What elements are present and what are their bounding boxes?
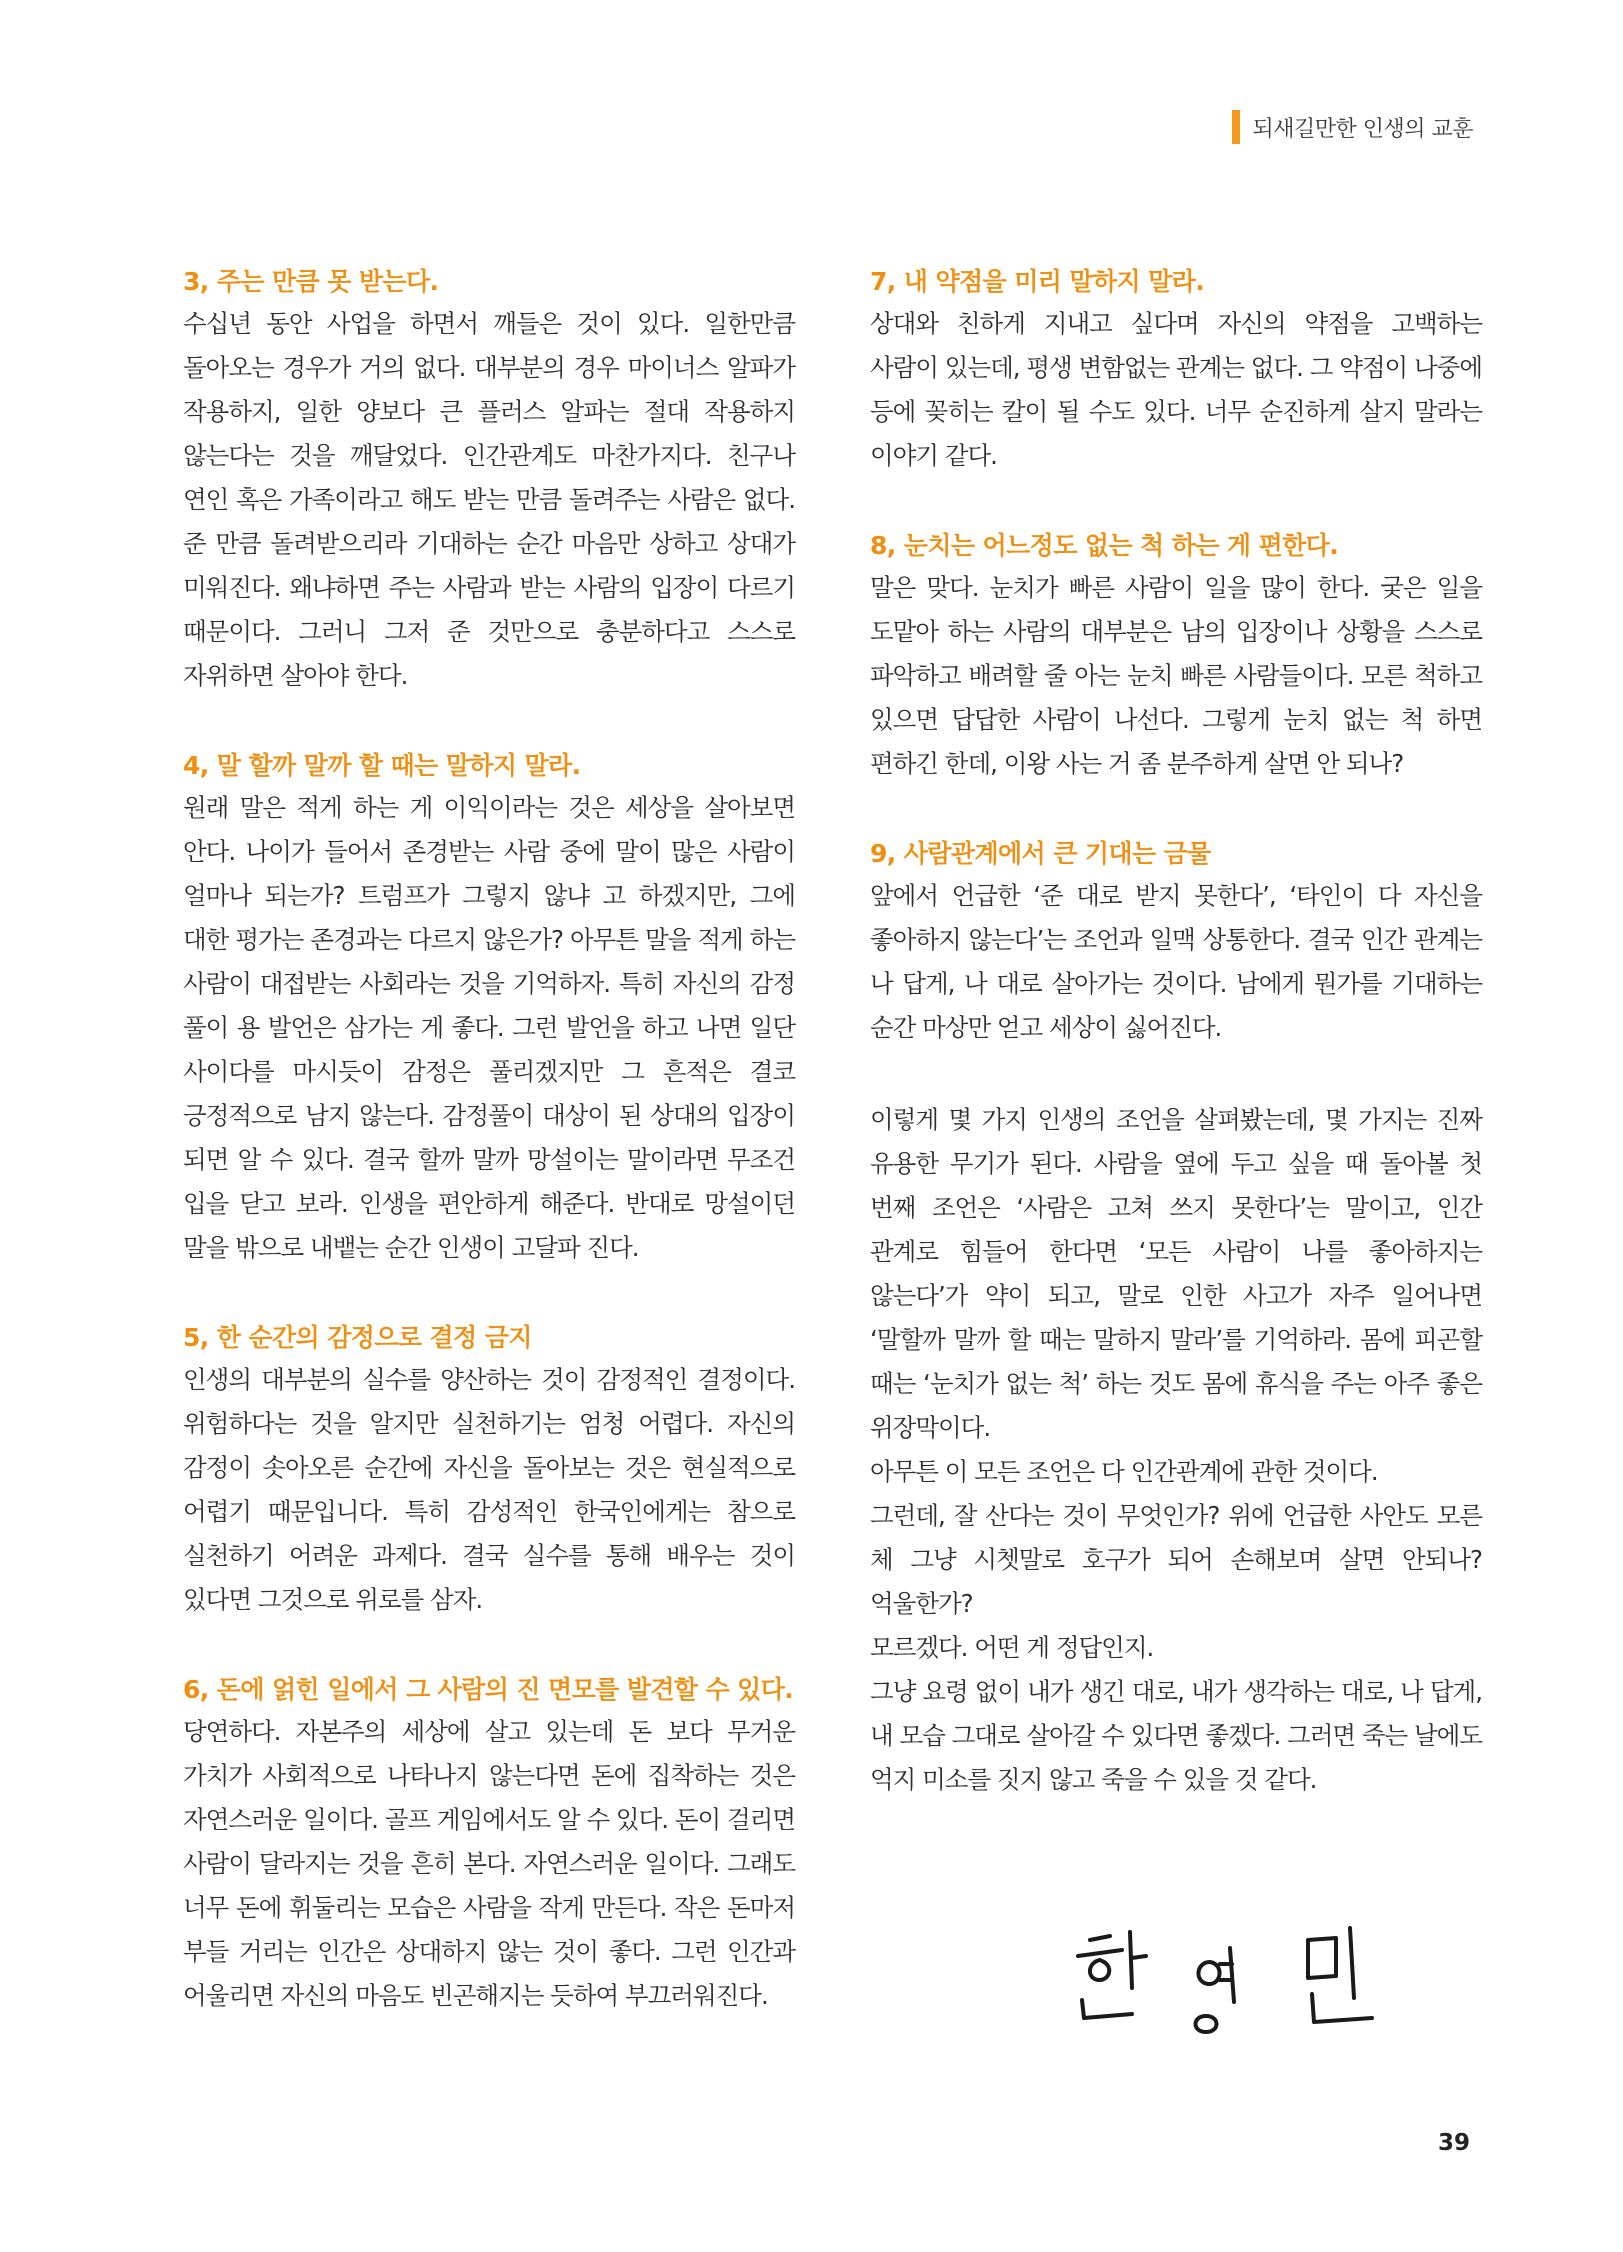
running-header (1232, 108, 1473, 146)
header-title: 되새길만한 인생의 교훈 (1252, 116, 1473, 142)
section-4 (183, 746, 795, 1270)
section-body: 원래 말은 적게 하는 게 이익이라는 것은 세상을 살아보면 안다. 나이가 들어서 존경받는 사람 중에 말이 많은 사람이 얼마나 되는가? 트럼프가 그렇지 않냐 고 하겠지만, 그에 대한 평가는 존경과는 다르지 않은가? 아무튼 말을 적게 하는 사람이 대접받는 사회라는 것을 기억하자. 특히 자신의 감정 풀이 용 발언은 삼가는 게 좋다. 그런 발언을 하고 나면 일단 사이다를 마시듯이 감정은 풀리겠지만 그 흔적은 결코 긍정적으로 남지 않는다. 감정풀이 대상이 된 상대의 입장이 되면 알 수 있다. 결국 할까 말까 망설이는 말이라면 무조건 입을 닫고 보라. 인생을 편안하게 해준다. 반대로 망설이던 말을 밖으로 내뱉는 순간 인생이 고달파 진다. (183, 793, 795, 1262)
section-body: 말은 맞다. 눈치가 빠른 사람이 일을 많이 한다. 궂은 일을 도맡아 하는 사람의 대부분은 남의 입장이나 상황을 스스로 파악하고 배려할 줄 아는 눈치 빠른 사람들이다. 모른 척하고 있으면 답답한 사람이 나선다. 그렇게 눈치 없는 척 하면 편하긴 한데, 이왕 사는 거 좀 분주하게 살면 안 되나? (870, 573, 1482, 778)
section-7 (870, 262, 1482, 478)
section-heading: 3, 주는 만큼 못 받는다. (183, 267, 439, 296)
closing-remarks (870, 1098, 1482, 1802)
section-9 (870, 834, 1482, 1050)
page-number: 39 (1437, 2130, 1470, 2156)
section-heading: 4, 말 할까 말까 할 때는 말하지 말라. (183, 751, 581, 780)
left-column (183, 262, 795, 2066)
section-5 (183, 1318, 795, 1622)
section-body: 상대와 친하게 지내고 싶다며 자신의 약점을 고백하는 사람이 있는데, 평생 변함없는 관계는 없다. 그 약점이 나중에 등에 꽂히는 칼이 될 수도 있다. 너무 순진하게 살지 말라는 이야기 같다. (870, 309, 1482, 470)
closing-line: 그런데, 잘 산다는 것이 무엇인가? 위에 언급한 사안도 모른 체 그냥 시쳇말로 호구가 되어 손해보며 살면 안되나? 억울한가? (870, 1501, 1482, 1618)
section-heading: 5, 한 순간의 감정으로 결정 금지 (183, 1323, 532, 1352)
closing-paragraph: 이렇게 몇 가지 인생의 조언을 살펴봤는데, 몇 가지는 진짜 유용한 무기가 된다. 사람을 옆에 두고 싶을 때 돌아볼 첫 번째 조언은 ‘사람은 고쳐 쓰지 못한다’는 말이고, 인간 관계로 힘들어 한다면 ‘모든 사람이 나를 좋아하지는 않는다’가 약이 되고, 말로 인한 사고가 자주 일어나면 ‘말할까 말까 할 때는 말하지 말라’를 기억하라. 몸에 피곤할 때는 ‘눈치가 없는 척’ 하는 것도 몸에 휴식을 주는 아주 좋은 위장막이다. (870, 1105, 1482, 1442)
section-heading: 9, 사람관계에서 큰 기대는 금물 (870, 839, 1211, 868)
section-8 (870, 526, 1482, 786)
section-heading: 6, 돈에 얽힌 일에서 그 사람의 진 면모를 발견할 수 있다. (183, 1675, 794, 1704)
closing-line: 모르겠다. 어떤 게 정답인지. (870, 1633, 1154, 1662)
header-accent-bar (1232, 110, 1240, 144)
closing-line: 그냥 요령 없이 내가 생긴 대로, 내가 생각하는 대로, 나 답게, 내 모습 그대로 살아갈 수 있다면 좋겠다. 그러면 죽는 날에도 억지 미소를 짓지 않고 죽을 수 있을 것 같다. (870, 1677, 1482, 1794)
section-3 (183, 262, 795, 698)
closing-line: 아무튼 이 모든 조언은 다 인간관계에 관한 것이다. (870, 1457, 1378, 1486)
signature-text: 한 영 민 (1060, 1903, 1117, 1922)
right-column (870, 262, 1482, 1802)
section-body: 앞에서 언급한 ‘준 대로 받지 못한다’, ‘타인이 다 자신을 좋아하지 않는다’는 조언과 일맥 상통한다. 결국 인간 관계는 나 답게, 나 대로 살아가는 것이다. 남에게 뭔가를 기대하는 순간 마상만 얻고 세상이 싫어진다. (870, 881, 1482, 1042)
section-6 (183, 1670, 795, 2018)
section-body: 수십년 동안 사업을 하면서 깨들은 것이 있다. 일한만큼 돌아오는 경우가 거의 없다. 대부분의 경우 마이너스 알파가 작용하지, 일한 양보다 큰 플러스 알파는 절대 작용하지 않는다는 것을 깨달었다. 인간관계도 마찬가지다. 친구나 연인 혹은 가족이라고 해도 받는 만큼 돌려주는 사람은 없다. 준 만큼 돌려받으리라 기대하는 순간 마음만 상하고 상대가 미워진다. 왜냐하면 주는 사람과 받는 사람의 입장이 다르기 때문이다. 그러니 그저 준 것만으로 충분하다고 스스로 자위하면 살아야 한다. (183, 309, 795, 690)
section-heading: 7, 내 약점을 미리 말하지 말라. (870, 267, 1205, 296)
section-heading: 8, 눈치는 어느정도 없는 척 하는 게 편한다. (870, 531, 1339, 560)
section-body: 당연하다. 자본주의 세상에 살고 있는데 돈 보다 무거운 가치가 사회적으로 나타나지 않는다면 돈에 집착하는 것은 자연스러운 일이다. 골프 게임에서도 알 수 있다. 돈이 걸리면 사람이 달라지는 것을 흔히 본다. 자연스러운 일이다. 그래도 너무 돈에 휘둘리는 모습은 사람을 작게 만든다. 작은 돈마저 부들 거리는 인간은 상대하지 않는 것이 좋다. 그런 인간과 어울리면 자신의 마음도 빈곤해지는 듯하여 부끄러워진다. (183, 1717, 795, 2010)
handwritten-signature (1060, 1903, 1440, 2038)
section-body: 인생의 대부분의 실수를 양산하는 것이 감정적인 결정이다. 위험하다는 것을 알지만 실천하기는 엄청 어렵다. 자신의 감정이 솟아오른 순간에 자신을 돌아보는 것은 현실적으로 어렵기 때문입니다. 특히 감성적인 한국인에게는 참으로 실천하기 어려운 과제다. 결국 실수를 통해 배우는 것이 있다면 그것으로 위로를 삼자. (183, 1365, 795, 1614)
